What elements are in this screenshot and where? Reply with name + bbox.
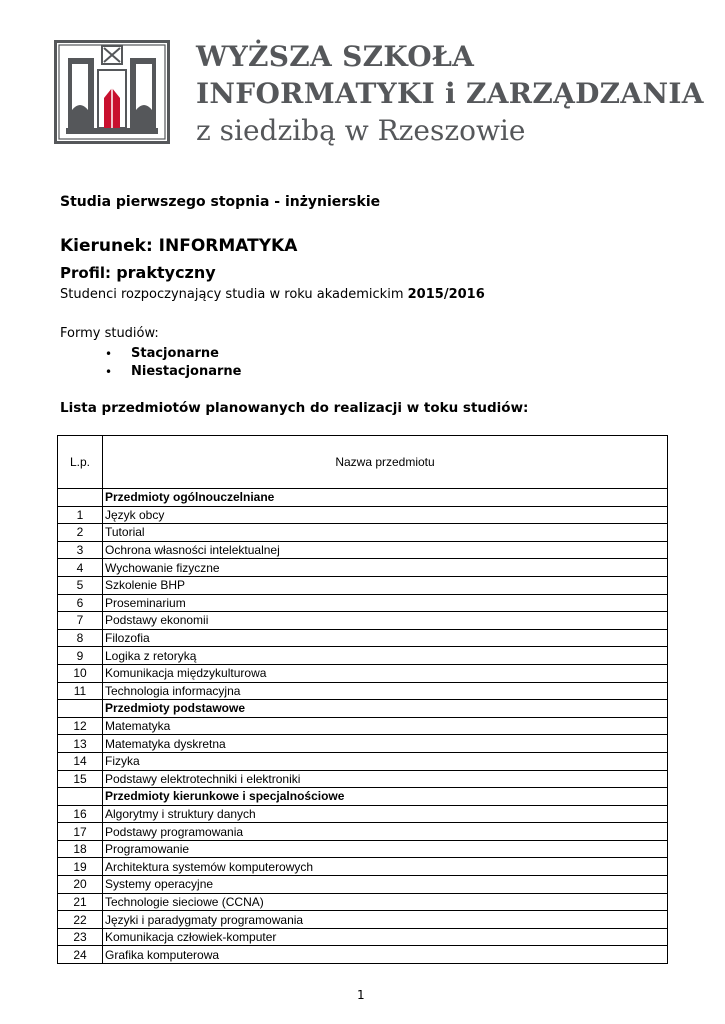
table-row — [58, 823, 668, 841]
subject-name: Ochrona własności intelektualnej — [103, 541, 668, 559]
row-number: 3 — [58, 541, 103, 559]
subject-name: Matematyka — [103, 717, 668, 735]
school-name-line2: INFORMATYKI i ZARZĄDZANIA — [196, 77, 704, 110]
table-section-row — [58, 700, 668, 718]
row-number: 10 — [58, 664, 103, 682]
subject-name: Programowanie — [103, 840, 668, 858]
study-form-item — [100, 345, 241, 363]
bullet-icon: • — [105, 347, 113, 361]
row-number: 1 — [58, 506, 103, 524]
column-header-lp: L.p. — [58, 436, 103, 489]
section-title: Przedmioty ogólnouczelniane — [103, 489, 668, 507]
row-number: 15 — [58, 770, 103, 788]
table-row — [58, 717, 668, 735]
section-title: Przedmioty kierunkowe i specjalnościowe — [103, 788, 668, 806]
table-section-row — [58, 788, 668, 806]
subjects-table-body — [58, 489, 668, 964]
row-number: 22 — [58, 911, 103, 929]
table-row — [58, 647, 668, 665]
subject-name: Języki i paradygmaty programowania — [103, 911, 668, 929]
subject-name: Matematyka dyskretna — [103, 735, 668, 753]
school-name — [196, 38, 704, 149]
school-logo — [54, 40, 170, 144]
subject-name: Technologia informacyjna — [103, 682, 668, 700]
table-row — [58, 876, 668, 894]
section-title: Przedmioty podstawowe — [103, 700, 668, 718]
subject-name: Technologie sieciowe (CCNA) — [103, 893, 668, 911]
students-text: Studenci rozpoczynający studia w roku akademickim — [60, 287, 404, 302]
subject-name: Podstawy elektrotechniki i elektroniki — [103, 770, 668, 788]
table-row — [58, 735, 668, 753]
table-row — [58, 805, 668, 823]
table-row — [58, 576, 668, 594]
subject-name: Język obcy — [103, 506, 668, 524]
row-number: 23 — [58, 928, 103, 946]
subject-name: Proseminarium — [103, 594, 668, 612]
school-name-line1: WYŻSZA SZKOŁA — [196, 40, 475, 73]
row-number: 12 — [58, 717, 103, 735]
page-number: 1 — [357, 988, 365, 1002]
row-number: 19 — [58, 858, 103, 876]
table-row — [58, 858, 668, 876]
subject-name: Architektura systemów komputerowych — [103, 858, 668, 876]
row-number: 21 — [58, 893, 103, 911]
row-number: 2 — [58, 524, 103, 542]
table-row — [58, 541, 668, 559]
subject-name: Komunikacja międzykulturowa — [103, 664, 668, 682]
row-number: 16 — [58, 805, 103, 823]
table-row — [58, 664, 668, 682]
table-section-row — [58, 489, 668, 507]
table-row — [58, 928, 668, 946]
subject-name: Komunikacja człowiek-komputer — [103, 928, 668, 946]
subject-name: Wychowanie fizyczne — [103, 559, 668, 577]
row-number: 13 — [58, 735, 103, 753]
row-number: 24 — [58, 946, 103, 964]
row-number: 6 — [58, 594, 103, 612]
major-title: Kierunek: INFORMATYKA — [60, 236, 298, 256]
subjects-list-title: Lista przedmiotów planowanych do realizacji w toku studiów: — [60, 400, 529, 416]
column-header-name: Nazwa przedmiotu — [103, 436, 668, 489]
table-row — [58, 893, 668, 911]
row-number — [58, 700, 103, 718]
study-forms-label: Formy studiów: — [60, 326, 159, 341]
subjects-table — [57, 435, 668, 964]
table-row — [58, 594, 668, 612]
table-row — [58, 946, 668, 964]
subject-name: Algorytmy i struktury danych — [103, 805, 668, 823]
row-number: 14 — [58, 752, 103, 770]
subject-name: Logika z retoryką — [103, 647, 668, 665]
subject-name: Grafika komputerowa — [103, 946, 668, 964]
table-row — [58, 911, 668, 929]
table-row — [58, 752, 668, 770]
students-line — [60, 287, 485, 302]
table-row — [58, 629, 668, 647]
profile-line — [60, 263, 216, 282]
table-row — [58, 506, 668, 524]
study-form-label: Stacjonarne — [131, 346, 219, 361]
row-number: 8 — [58, 629, 103, 647]
profile-label: Profil: — [60, 264, 111, 282]
row-number: 11 — [58, 682, 103, 700]
school-name-line3: z siedzibą w Rzeszowie — [196, 114, 526, 147]
row-number: 9 — [58, 647, 103, 665]
subject-name: Systemy operacyjne — [103, 876, 668, 894]
subject-name: Fizyka — [103, 752, 668, 770]
row-number: 17 — [58, 823, 103, 841]
table-row — [58, 682, 668, 700]
row-number: 18 — [58, 840, 103, 858]
study-form-label: Niestacjonarne — [131, 364, 242, 379]
subject-name: Filozofia — [103, 629, 668, 647]
profile-value: praktyczny — [116, 263, 216, 282]
table-row — [58, 840, 668, 858]
table-row — [58, 612, 668, 630]
subject-name: Podstawy programowania — [103, 823, 668, 841]
study-form-item — [100, 363, 241, 381]
subject-name: Szkolenie BHP — [103, 576, 668, 594]
row-number: 7 — [58, 612, 103, 630]
study-forms-list — [100, 345, 241, 381]
row-number: 20 — [58, 876, 103, 894]
bullet-icon: • — [105, 365, 113, 379]
subject-name: Tutorial — [103, 524, 668, 542]
row-number: 4 — [58, 559, 103, 577]
row-number — [58, 489, 103, 507]
table-row — [58, 770, 668, 788]
table-row — [58, 559, 668, 577]
subject-name: Podstawy ekonomii — [103, 612, 668, 630]
academic-year: 2015/2016 — [407, 287, 485, 302]
table-row — [58, 524, 668, 542]
row-number — [58, 788, 103, 806]
row-number: 5 — [58, 576, 103, 594]
school-emblem-icon — [54, 40, 170, 144]
degree-level: Studia pierwszego stopnia - inżynierskie — [60, 194, 381, 210]
table-header-row — [58, 436, 668, 489]
